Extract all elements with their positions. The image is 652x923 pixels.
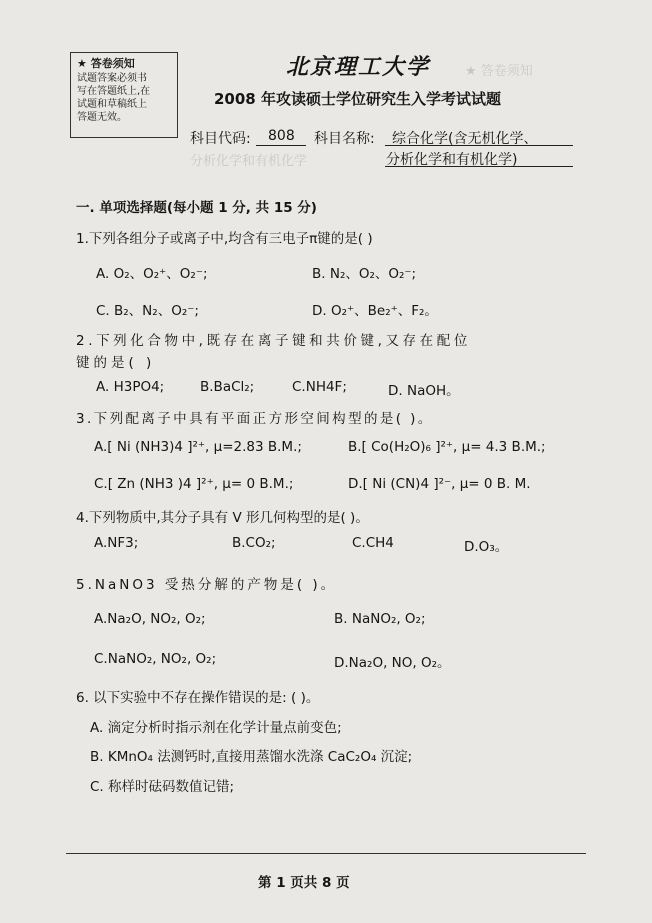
option-c: C.NH4F;	[292, 379, 347, 395]
code-underline	[256, 145, 306, 146]
question-stem: 5.NaNO3 受热分解的产物是( )。	[76, 577, 338, 593]
question-stem: 6. 以下实验中不存在操作错误的是: ( )。	[76, 690, 320, 706]
notice-line: 试题和草稿纸上	[77, 99, 147, 110]
name-underline-2	[385, 166, 573, 167]
subject-code-value: 808	[268, 128, 295, 144]
footer-divider	[66, 853, 586, 854]
option-b: B. N₂、O₂、O₂⁻;	[312, 266, 417, 282]
option-a: A.Na₂O, NO₂, O₂;	[94, 611, 206, 627]
option-b: B. NaNO₂, O₂;	[334, 611, 426, 627]
question-stem-cont: 键的是( )	[76, 355, 156, 371]
option-c: C. 称样时砝码数值记错;	[90, 779, 235, 795]
option-b: B. KMnO₄ 法测钙时,直接用蒸馏水洗涤 CaC₂O₄ 沉淀;	[90, 749, 413, 765]
option-c: C.NaNO₂, NO₂, O₂;	[94, 651, 217, 667]
notice-line: 写在答题纸上,在	[77, 86, 151, 97]
question-stem: 4.下列物质中,其分子具有 V 形几何构型的是( )。	[76, 510, 369, 526]
bleed-through-text: 分析化学和有机化学	[190, 154, 308, 169]
question-stem: 3.下列配离子中具有平面正方形空间构型的是( )。	[76, 411, 434, 427]
option-a: A.NF3;	[94, 535, 139, 551]
option-b: B.[ Co(H₂O)₆ ]²⁺, μ= 4.3 B.M.;	[348, 439, 546, 455]
option-d: D.O₃。	[464, 539, 509, 555]
option-a: A.[ Ni (NH3)4 ]²⁺, μ=2.83 B.M.;	[94, 439, 302, 455]
notice-line: 答题无效。	[77, 112, 127, 123]
section-title: 一. 单项选择题(每小题 1 分, 共 15 分)	[76, 200, 317, 216]
option-c: C.[ Zn (NH3 )4 ]²⁺, μ= 0 B.M.;	[94, 476, 294, 492]
bleed-through-text: ★ 答卷须知	[465, 64, 533, 79]
option-c: C. B₂、N₂、O₂⁻;	[96, 303, 199, 319]
notice-title: ★ 答卷须知	[77, 57, 135, 70]
page-number: 第 1 页共 8 页	[258, 875, 350, 891]
option-b: B.BaCl₂;	[200, 379, 255, 395]
option-a: A. 滴定分析时指示剂在化学计量点前变色;	[90, 720, 342, 736]
option-d: D.Na₂O, NO, O₂。	[334, 655, 451, 671]
name-underline	[385, 145, 573, 146]
exam-title: 2008 年攻读硕士学位研究生入学考试试题	[214, 90, 501, 108]
option-d: D. O₂⁺、Be₂⁺、F₂。	[312, 303, 438, 319]
question-stem: 2.下列化合物中,既存在离子键和共价键,又存在配位	[76, 333, 471, 349]
option-d: D. NaOH。	[388, 383, 460, 399]
option-b: B.CO₂;	[232, 535, 276, 551]
option-a: A. H3PO4;	[96, 379, 165, 395]
subject-code-label: 科目代码:	[190, 131, 251, 147]
option-d: D.[ Ni (CN)4 ]²⁻, μ= 0 B. M.	[348, 476, 531, 492]
subject-name-value: 综合化学(含无机化学、	[392, 131, 538, 147]
question-stem: 1.下列各组分子或离子中,均含有三电子π键的是( )	[76, 231, 373, 247]
university-name: 北京理工大学	[286, 54, 431, 80]
option-a: A. O₂、O₂⁺、O₂⁻;	[96, 266, 208, 282]
subject-name-value-2: 分析化学和有机化学)	[386, 152, 518, 168]
answer-notice-box	[70, 52, 178, 138]
option-c: C.CH4	[352, 535, 394, 551]
subject-name-label: 科目名称:	[314, 131, 375, 147]
notice-line: 试题答案必须书	[77, 73, 147, 84]
